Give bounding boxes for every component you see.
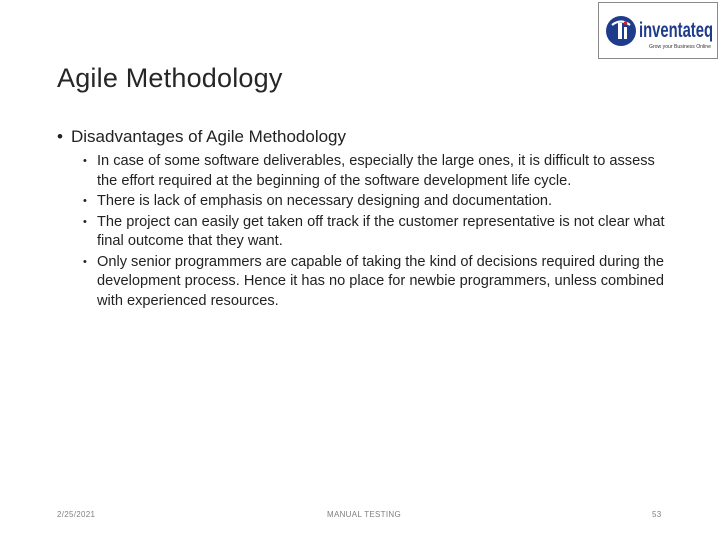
slide-title: Agile Methodology [57, 63, 283, 93]
footer-page-number: 53 [652, 510, 662, 519]
footer-title: MANUAL TESTING [327, 510, 401, 519]
sub-bullet-marker: • [83, 255, 87, 268]
bullet-list [57, 126, 677, 312]
inventateq-logo [598, 2, 718, 59]
sub-bullet-list [71, 152, 677, 311]
bullet-heading: Disadvantages of Agile Methodology [71, 127, 347, 146]
bullet-marker: • [57, 127, 63, 146]
sub-bullet-marker: • [83, 215, 87, 228]
sub-bullet-text: The project can easily get taken off track if the customer representative is not clear what final outcome that they want. [97, 213, 665, 249]
bullet-item [57, 126, 677, 311]
sub-bullet-item [71, 253, 677, 312]
sub-bullet-item [71, 152, 677, 191]
sub-bullet-text: In case of some software deliverables, especially the large ones, it is difficult to assess the effort required at the beginning of the software development life cycle. [97, 153, 655, 189]
sub-bullet-text: Only senior programmers are capable of taking the kind of decisions required during the development process. Hence it has no place for newbie programmers, unless combined with experienced resources. [97, 253, 665, 309]
logo-wordmark: inventateq [639, 19, 713, 42]
logo-tagline: Grow your Business Online [649, 44, 711, 50]
sub-bullet-marker: • [83, 195, 87, 207]
sub-bullet-text: There is lack of emphasis on necessary designing and documentation. [97, 193, 553, 209]
sub-bullet-item [71, 192, 677, 212]
sub-bullet-marker: • [83, 155, 87, 167]
logo-graphic [599, 3, 717, 58]
footer-date: 2/25/2021 [57, 510, 96, 519]
sub-bullet-item [71, 213, 677, 252]
